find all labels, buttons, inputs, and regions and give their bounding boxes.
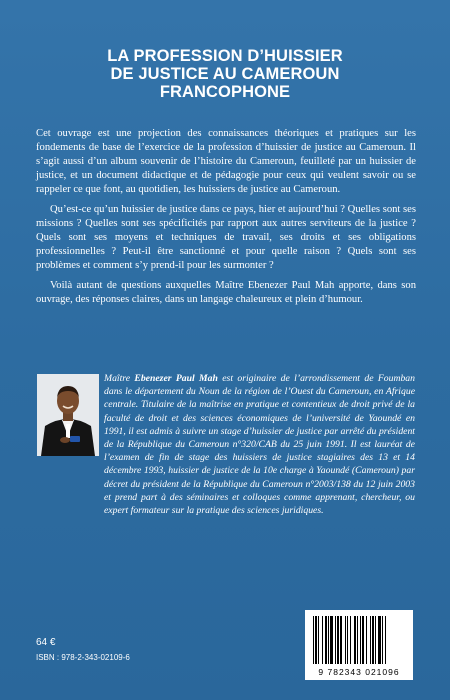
author-photo: [37, 374, 99, 456]
blurb-paragraph-1: Cet ouvrage est une projection des connaissances théoriques et pratiques sur les fondements de base de l’exercice de la profession d’huissier de justice au Cameroun. Il s’agit aussi d’un album souvenir de l’histoire du Cameroun, feuilleté par un huissier de justice, et un document didactique et de pédagogie pour ceux qui veulent savoir ou se rappeler ce que font, au quotidien, les huissiers de justice au Cameroun.: [36, 128, 416, 195]
book-title: [40, 47, 410, 101]
barcode: [305, 610, 413, 680]
author-bio: [104, 372, 415, 517]
blurb-paragraph-2: Qu’est-ce qu’un huissier de justice dans ce pays, hier et aujourd’hui ? Quelles sont ses missions ? Quelles sont ses spécificités par rapport aux autres serviteurs de la justice ? Quels sont ses moyens et techniques de travail, ses droits et ses obligations professionnelles ? Peut-il être sanctionné et pour quelle raison ? Quels sont ses problèmes et comment s’y prend-il pour les surmonter ?: [36, 204, 416, 271]
title-line-3: FRANCOPHONE: [159, 83, 291, 101]
barcode-digits: 9 782343 021096: [318, 667, 400, 677]
title-line-2: DE JUSTICE AU CAMEROUN: [110, 65, 340, 83]
title-line-1: LA PROFESSION D’HUISSIER: [107, 47, 343, 65]
blurb: [36, 127, 416, 313]
bio-prefix: Maître: [104, 373, 135, 384]
bio-text: est originaire de l’arrondissement de Foumban dans le département du Noun de la région de l’Ouest du Cameroun, en Afrique centrale. Titulaire de la maîtrise en pratique et contentieux de droit privé de la faculté de droit et des sciences économiques de l’université de Yaoundé en 1991, il est admis à suivre un stage d’huissier de justice par arrêté du président de la République du Cameroun n°320/CAB du 25 juin 1991. Il est lauréat de l’examen de fin de stage des huissiers de justice stagiaires des 13 et 14 décembre 1993, huissier de justice de la 10e charge à Yaoundé (Cameroun) par décret du président de la République du Cameroun n°2003/138 du 12 juin 2003 et prend part à des séminaires et colloques comme apprenant, chercheur, ou expert formateur sur la pratique des sciences juridiques.: [104, 373, 415, 517]
price: 64 €: [36, 637, 56, 648]
author-name: Ebenezer Paul Mah: [134, 373, 218, 384]
blurb-paragraph-3: Voilà autant de questions auxquelles Maître Ebenezer Paul Mah apporte, dans son ouvrage, des réponses claires, dans un langage chaleureux et plein d’humour.: [36, 280, 416, 305]
barcode-bars-icon: [305, 610, 413, 668]
isbn: ISBN : 978-2-343-02109-6: [36, 653, 130, 662]
author-portrait-icon: [37, 374, 99, 456]
